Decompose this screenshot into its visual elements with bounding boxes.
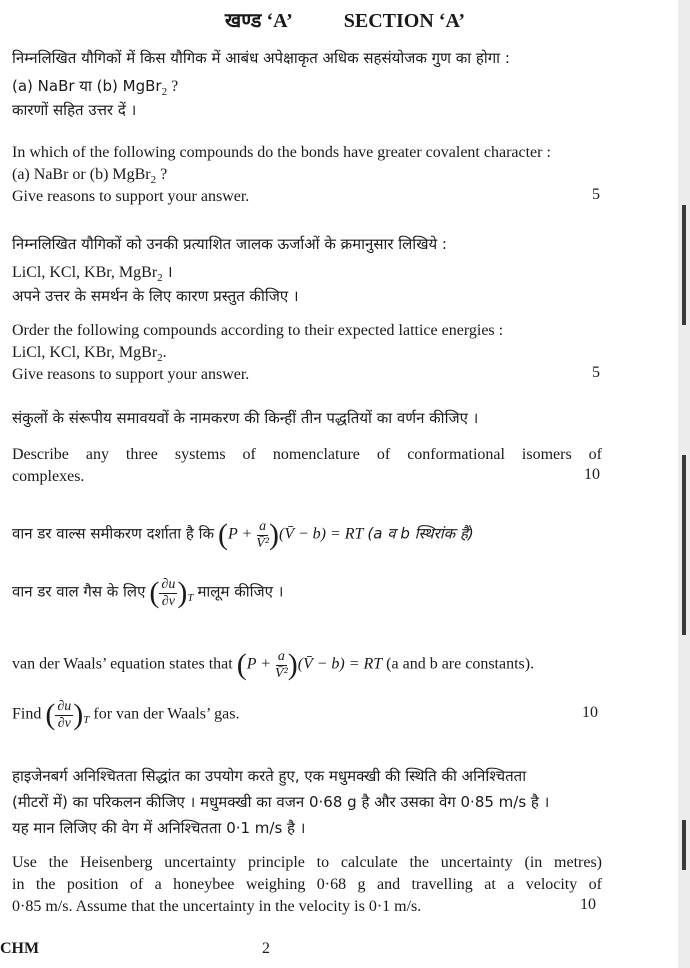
q1-english-line-3: Give reasons to support your answer. (12, 188, 250, 205)
q5-english-line-2: in the position of a honeybee weighing 0·68 g and travelling at a velocity of (12, 876, 602, 893)
page-number: 2 (262, 940, 270, 957)
q4-hindi-find-end: मालूम कीजिए । (197, 582, 284, 601)
partial-derivative: ( $\frac{\partial u}{\partial v}$ )$_T$ (149, 576, 194, 609)
q5-english-line-1: Use the Heisenberg uncertainty principle to calculate the uncertainty (in metres) (12, 854, 602, 871)
q4-english-find: Find (12, 705, 42, 723)
du: ∂u (57, 699, 72, 715)
eq-rhs: = RT (329, 525, 364, 543)
dv: ∂v (57, 715, 71, 731)
subscript: 2 (150, 174, 157, 187)
q4-english-find-end: for van der Waals’ gas. (93, 705, 240, 723)
eq-rhs: = RT (348, 655, 383, 673)
q4-hindi-line-2 (12, 576, 283, 610)
q2-marks: 5 (592, 364, 600, 381)
q4-english-intro: van der Waals’ equation states that (12, 655, 233, 673)
q1-hindi-qmark: ? (167, 78, 179, 95)
edge-mark (682, 205, 686, 325)
subscript: 2 (157, 352, 163, 365)
q4-hindi-line-1 (12, 518, 474, 552)
vdw-equation-en: (P + $\frac{a}{\text{V̄²}}$ )(V̄ − b) = RT (236, 648, 383, 681)
eq-a-over-v2 (275, 649, 288, 681)
eq-vb: (V̄ − b) (297, 655, 345, 673)
q4-english-line-1 (12, 648, 534, 682)
q3-marks: 10 (584, 466, 600, 483)
q4-hindi-intro: वान डर वाल्स समीकरण दर्शाता है कि (12, 524, 214, 543)
q3-english-line-2: complexes. (12, 468, 85, 485)
q5-hindi-line-3: यह मान लिजिए की वेग में अनिश्चितता 0·1 m/s है । (12, 819, 306, 837)
q3-hindi-line-1: संकुलों के संरूपीय समावयवों के नामकरण की किन्हीं तीन पद्धतियों का वर्णन कीजिए । (12, 409, 479, 427)
eq-pressure: P + (227, 525, 253, 543)
section-heading-english: SECTION ‘A’ (343, 10, 466, 32)
q1-english-options: (a) NaBr or (b) MgBr (12, 166, 151, 183)
eq-vb: (V̄ − b) (279, 525, 326, 543)
eq-v2: V̄² (275, 665, 288, 681)
q2-hindi-line-2 (12, 260, 173, 284)
eq-a: a (277, 649, 285, 665)
q2-hindi-end: । (162, 264, 173, 281)
q2-english-compounds: LiCl, KCl, KBr, MgBr (12, 344, 158, 361)
q4-hindi-constants: (a व b स्थिरांक हैं) (367, 524, 474, 543)
q2-english-line-1: Order the following compounds according to their expected lattice energies : (12, 322, 504, 339)
q5-hindi-line-1: हाइजेनबर्ग अनिश्चितता सिद्धांत का उपयोग करते हुए, एक मधुमक्खी की स्थिति की अनिश्चितता (12, 767, 527, 785)
q2-english-line-2 (12, 344, 167, 364)
eq-v2: V̄² (256, 535, 270, 551)
edge-mark (682, 820, 686, 870)
q1-english-line-2 (12, 166, 167, 186)
section-heading (0, 6, 690, 33)
eq-a-over-v2 (256, 519, 269, 551)
q4-english-line-2 (12, 698, 239, 732)
eq-pressure: P + (246, 655, 271, 673)
q3-english-line-1: Describe any three systems of nomenclature of conformational isomers of (12, 446, 602, 463)
q5-marks: 10 (580, 896, 596, 913)
q2-english-end: . (162, 344, 167, 361)
paper-code: CHM (0, 940, 40, 957)
q2-english-line-3: Give reasons to support your answer. (12, 366, 250, 383)
subscript: 2 (161, 86, 168, 99)
q5-english-line-3: 0·85 m/s. Assume that the uncertainty in the velocity is 0·1 m/s. (12, 898, 422, 915)
q1-hindi-line-3: कारणों सहित उत्तर दें । (12, 101, 137, 119)
sub-t: T (83, 713, 90, 726)
sub-t: T (187, 591, 194, 604)
du: ∂u (161, 577, 176, 593)
dv: ∂v (161, 593, 175, 609)
q5-hindi-line-2: (मीटरों में) का परिकलन कीजिए । मधुमक्खी का वजन 0·68 g है और उसका वेग 0·85 m/s है । (12, 793, 550, 811)
q2-hindi-line-3: अपने उत्तर के समर्थन के लिए कारण प्रस्तुत कीजिए । (12, 287, 299, 305)
q4-hindi-find: वान डर वाल गैस के लिए (12, 582, 146, 601)
q1-hindi-line-2 (12, 76, 178, 98)
vdw-equation: (P + $\frac{a}{\text{V̄²}}$ )(V̄ − b) = RT (217, 518, 364, 551)
q2-hindi-line-1: निम्नलिखित यौगिकों को उनकी प्रत्याशित जालक ऊर्जाओं के क्रमानुसार लिखिये : (12, 235, 447, 253)
section-heading-hindi: खण्ड ‘A’ (224, 10, 293, 32)
edge-mark (682, 455, 686, 635)
q1-hindi-options: (a) NaBr या (b) MgBr (12, 77, 162, 95)
subscript: 2 (157, 272, 163, 285)
eq-a: a (259, 519, 267, 535)
q1-hindi-line-1: निम्नलिखित यौगिकों में किस यौगिक में आबंध अपेक्षाकृत अधिक सहसंयोजक गुण का होगा : (12, 49, 510, 67)
q1-english-line-1: In which of the following compounds do the bonds have greater covalent character : (12, 144, 551, 161)
q1-marks: 5 (592, 186, 600, 203)
q2-compounds: LiCl, KCl, KBr, MgBr (12, 264, 158, 281)
q1-english-qmark: ? (156, 166, 168, 183)
q4-english-constants: (a and b are constants). (386, 655, 535, 673)
q4-marks: 10 (582, 704, 598, 721)
partial-derivative-en: ( $\frac{\partial u}{\partial v}$ )$_T$ (45, 698, 90, 731)
